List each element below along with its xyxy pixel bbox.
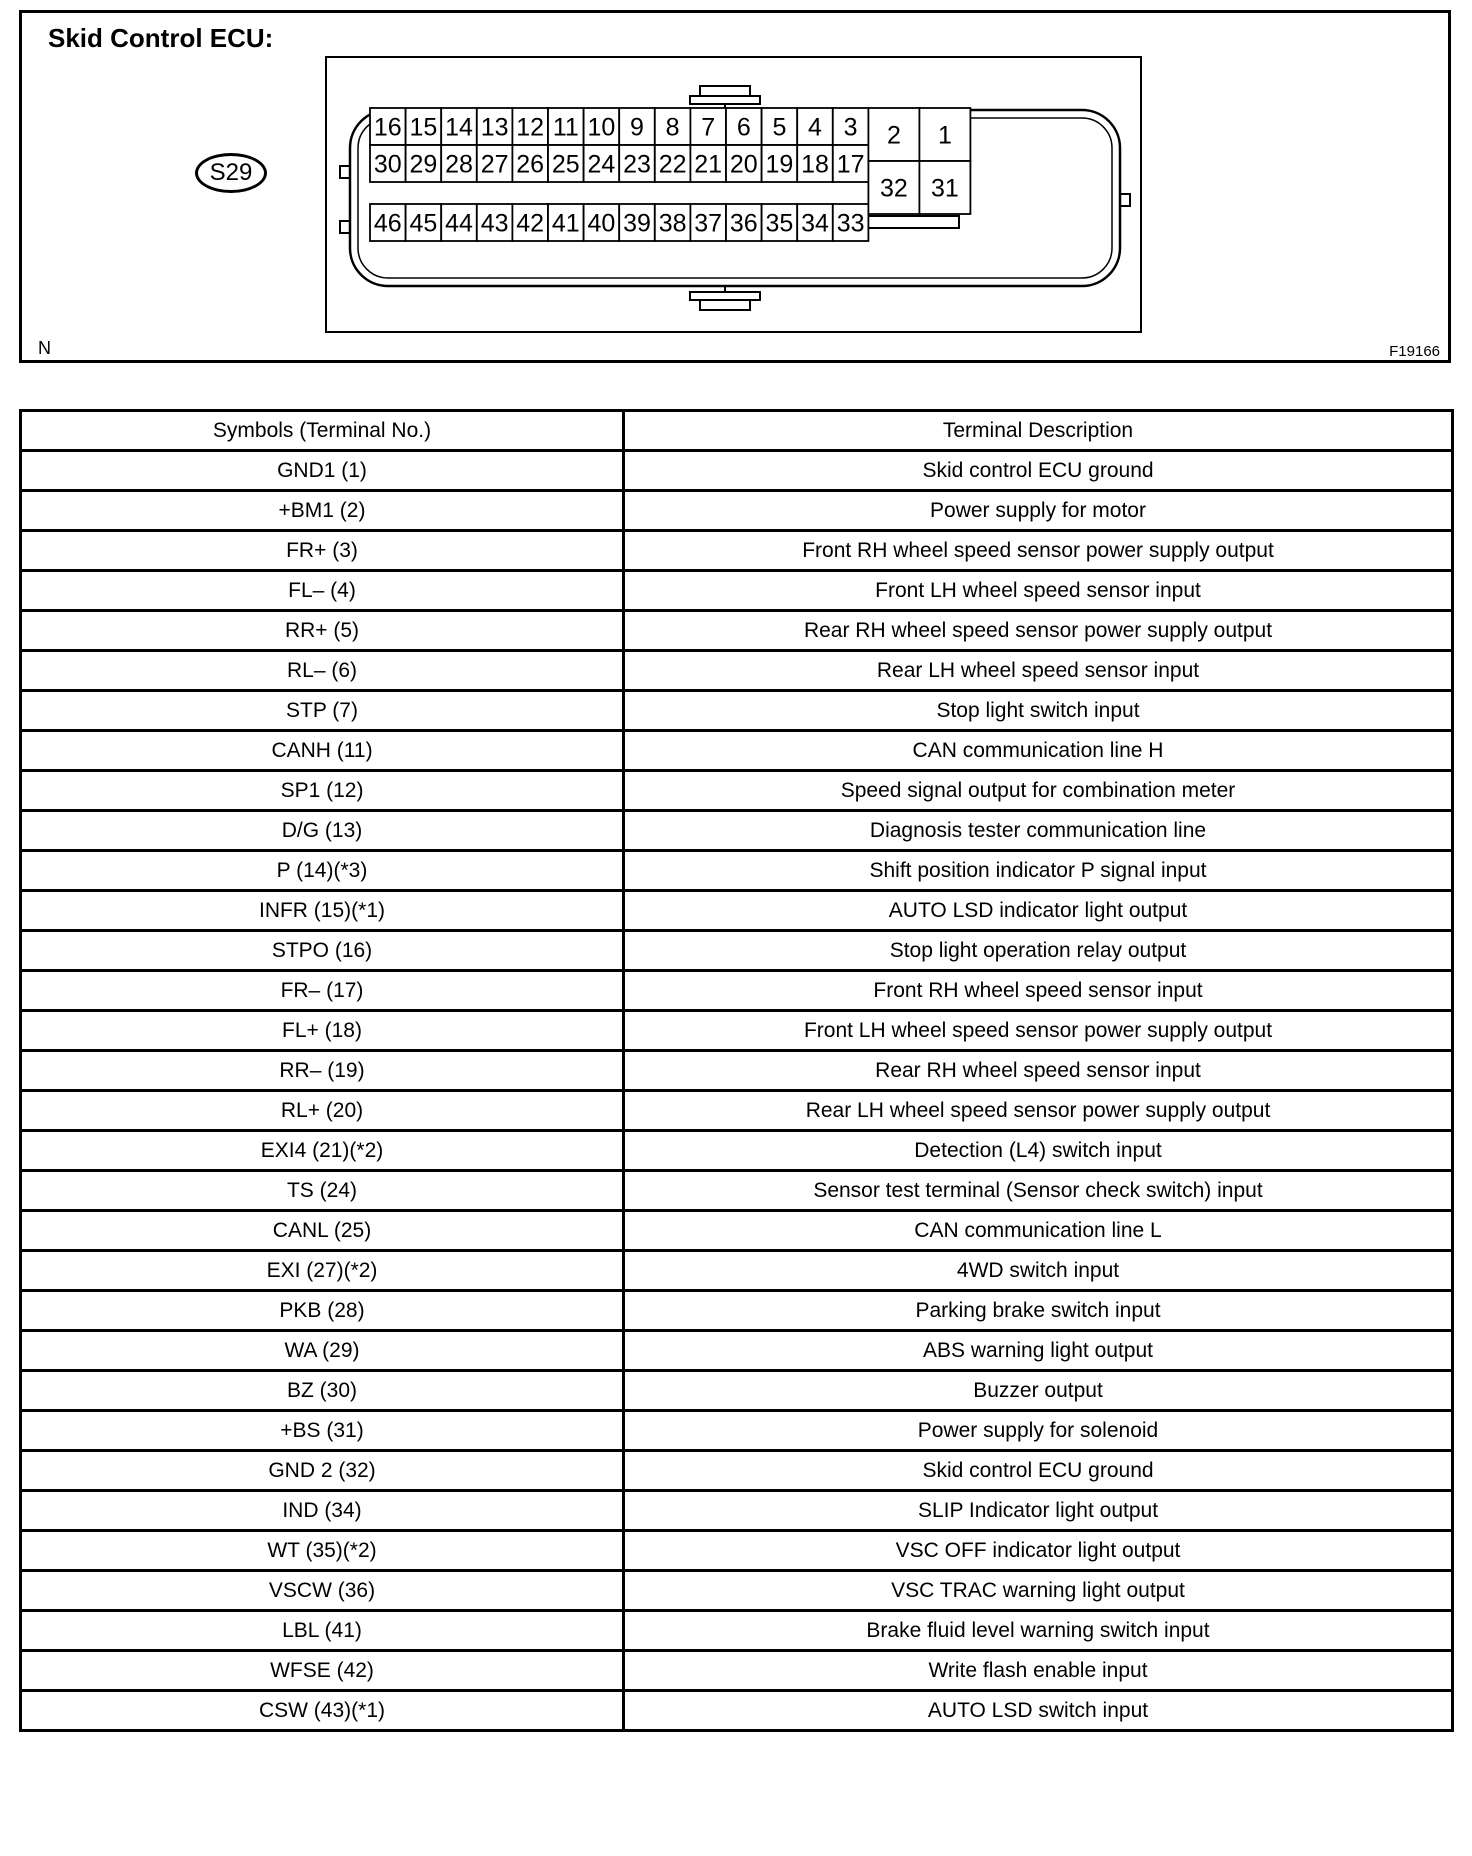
terminal-symbol: CSW (43)(*1): [21, 1691, 624, 1731]
terminal-symbol: P (14)(*3): [21, 851, 624, 891]
pin-number: 12: [516, 113, 545, 142]
pin-number: 1: [937, 121, 952, 150]
terminal-description: VSC TRAC warning light output: [624, 1571, 1453, 1611]
north-indicator: N: [38, 338, 51, 358]
pin-number: 33: [836, 209, 865, 238]
table-row: [21, 1091, 1453, 1131]
table-row: [21, 491, 1453, 531]
terminal-description: Stop light operation relay output: [624, 931, 1453, 971]
pin-number: 18: [801, 150, 829, 179]
connector-diagram: [325, 56, 1142, 333]
pin-number: 7: [701, 113, 716, 142]
terminal-symbol: EXI (27)(*2): [21, 1251, 624, 1291]
pin-number: 5: [772, 113, 787, 142]
table-row: [21, 1691, 1453, 1731]
terminal-description: Diagnosis tester communication line: [624, 811, 1453, 851]
terminal-symbol: INFR (15)(*1): [21, 891, 624, 931]
terminal-symbol: CANH (11): [21, 731, 624, 771]
terminal-symbol: GND 2 (32): [21, 1451, 624, 1491]
pin-number: 30: [373, 150, 402, 179]
terminal-description: Stop light switch input: [624, 691, 1453, 731]
terminal-description: Parking brake switch input: [624, 1291, 1453, 1331]
terminal-description: Rear RH wheel speed sensor power supply output: [624, 611, 1453, 651]
pin-number: 2: [886, 121, 901, 150]
pin-number: 25: [551, 150, 580, 179]
terminal-description: Rear LH wheel speed sensor input: [624, 651, 1453, 691]
terminal-description: Skid control ECU ground: [624, 1451, 1453, 1491]
terminal-symbol: IND (34): [21, 1491, 624, 1531]
terminal-symbol: LBL (41): [21, 1611, 624, 1651]
pin-number: 31: [930, 174, 959, 203]
terminal-description: Shift position indicator P signal input: [624, 851, 1453, 891]
terminal-symbol: STP (7): [21, 691, 624, 731]
terminal-symbol: WFSE (42): [21, 1651, 624, 1691]
pin-number: 32: [879, 174, 908, 203]
pin-number: 42: [516, 209, 545, 238]
terminal-symbol: RL+ (20): [21, 1091, 624, 1131]
pin-number: 14: [445, 113, 473, 142]
terminal-description: Sensor test terminal (Sensor check switch) input: [624, 1171, 1453, 1211]
pin-number: 16: [373, 113, 402, 142]
terminal-description: Power supply for solenoid: [624, 1411, 1453, 1451]
pin-number: 4: [808, 113, 822, 142]
pin-number: 45: [409, 209, 438, 238]
terminal-description: Rear LH wheel speed sensor power supply output: [624, 1091, 1453, 1131]
terminal-description: Front RH wheel speed sensor power supply output: [624, 531, 1453, 571]
pin-number: 44: [445, 209, 473, 238]
connector-face: [327, 58, 1140, 331]
pin-number: 21: [694, 150, 723, 179]
terminal-symbol: FL+ (18): [21, 1011, 624, 1051]
pin-number: 15: [409, 113, 438, 142]
table-row: [21, 1131, 1453, 1171]
terminal-symbol: PKB (28): [21, 1291, 624, 1331]
terminal-description: Speed signal output for combination meter: [624, 771, 1453, 811]
pin-number: 41: [551, 209, 580, 238]
terminal-description: CAN communication line H: [624, 731, 1453, 771]
table-row: [21, 451, 1453, 491]
table-row: [21, 731, 1453, 771]
pin-number: 37: [694, 209, 723, 238]
terminal-symbol: GND1 (1): [21, 451, 624, 491]
terminal-description: Buzzer output: [624, 1371, 1453, 1411]
pin-number: 3: [843, 113, 858, 142]
terminal-description: AUTO LSD indicator light output: [624, 891, 1453, 931]
terminal-symbol: D/G (13): [21, 811, 624, 851]
pin-number: 10: [587, 113, 616, 142]
terminal-description: Skid control ECU ground: [624, 451, 1453, 491]
table-row: [21, 1571, 1453, 1611]
terminal-symbol: SP1 (12): [21, 771, 624, 811]
table-row: [21, 971, 1453, 1011]
pin-number: 23: [623, 150, 651, 179]
table-row: [21, 1651, 1453, 1691]
pin-number: 29: [409, 150, 438, 179]
pin-number: 20: [729, 150, 758, 179]
terminal-symbol: FR– (17): [21, 971, 624, 1011]
pin-number: 43: [480, 209, 509, 238]
table-row: [21, 571, 1453, 611]
terminal-symbol: FL– (4): [21, 571, 624, 611]
table-row: [21, 811, 1453, 851]
pin-number: 27: [480, 150, 509, 179]
table-row: [21, 1411, 1453, 1451]
terminal-description: Front RH wheel speed sensor input: [624, 971, 1453, 1011]
pin-number: 8: [665, 113, 680, 142]
table-row: [21, 651, 1453, 691]
table-row: [21, 1531, 1453, 1571]
terminal-description: SLIP Indicator light output: [624, 1491, 1453, 1531]
header-symbols: Symbols (Terminal No.): [21, 411, 624, 451]
table-row: [21, 691, 1453, 731]
pin-number: 46: [373, 209, 402, 238]
terminal-description: Rear RH wheel speed sensor input: [624, 1051, 1453, 1091]
table-row: [21, 1371, 1453, 1411]
pin-number: 6: [736, 113, 751, 142]
terminal-symbol: WT (35)(*2): [21, 1531, 624, 1571]
terminal-symbol: RR+ (5): [21, 611, 624, 651]
table-row: [21, 1291, 1453, 1331]
terminal-symbol: BZ (30): [21, 1371, 624, 1411]
table-row: [21, 1171, 1453, 1211]
terminal-table: [19, 409, 1454, 1732]
pin-number: 17: [836, 150, 865, 179]
pin-number: 24: [587, 150, 616, 179]
pin-number: 28: [445, 150, 473, 179]
terminal-description: Write flash enable input: [624, 1651, 1453, 1691]
terminal-symbol: CANL (25): [21, 1211, 624, 1251]
pin-number: 26: [516, 150, 545, 179]
table-row: [21, 531, 1453, 571]
terminal-symbol: VSCW (36): [21, 1571, 624, 1611]
figure-id: F19166: [1389, 343, 1440, 360]
pin-number: 39: [623, 209, 651, 238]
table-row: [21, 1611, 1453, 1651]
table-row: [21, 851, 1453, 891]
pin-number: 36: [729, 209, 758, 238]
terminal-description: Detection (L4) switch input: [624, 1131, 1453, 1171]
terminal-description: 4WD switch input: [624, 1251, 1453, 1291]
terminal-symbol: +BM1 (2): [21, 491, 624, 531]
table-row: [21, 1211, 1453, 1251]
terminal-description: VSC OFF indicator light output: [624, 1531, 1453, 1571]
terminal-symbol: STPO (16): [21, 931, 624, 971]
terminal-description: Power supply for motor: [624, 491, 1453, 531]
terminal-symbol: FR+ (3): [21, 531, 624, 571]
table-row: [21, 771, 1453, 811]
table-row: [21, 1251, 1453, 1291]
table-header-row: [21, 411, 1453, 451]
connector-figure: [19, 10, 1451, 363]
terminal-symbol: +BS (31): [21, 1411, 624, 1451]
pin-number: 38: [658, 209, 687, 238]
pin-number: 35: [765, 209, 794, 238]
pin-number: 22: [658, 150, 687, 179]
pin-number: 34: [801, 209, 829, 238]
table-row: [21, 1331, 1453, 1371]
terminal-symbol: WA (29): [21, 1331, 624, 1371]
terminal-description: Front LH wheel speed sensor power supply output: [624, 1011, 1453, 1051]
table-row: [21, 1011, 1453, 1051]
terminal-symbol: EXI4 (21)(*2): [21, 1131, 624, 1171]
pin-number: 40: [587, 209, 616, 238]
table-row: [21, 931, 1453, 971]
table-row: [21, 1491, 1453, 1531]
connector-code-badge: S29: [195, 153, 267, 193]
table-row: [21, 1451, 1453, 1491]
header-description: Terminal Description: [624, 411, 1453, 451]
pin-number: 13: [480, 113, 509, 142]
table-row: [21, 1051, 1453, 1091]
pin-number: 11: [552, 113, 579, 142]
pin-number: 9: [630, 113, 644, 142]
terminal-description: ABS warning light output: [624, 1331, 1453, 1371]
terminal-description: CAN communication line L: [624, 1211, 1453, 1251]
table-row: [21, 891, 1453, 931]
figure-title: Skid Control ECU:: [48, 23, 274, 53]
terminal-symbol: RR– (19): [21, 1051, 624, 1091]
terminal-symbol: RL– (6): [21, 651, 624, 691]
terminal-description: AUTO LSD switch input: [624, 1691, 1453, 1731]
pin-number: 19: [765, 150, 794, 179]
terminal-description: Brake fluid level warning switch input: [624, 1611, 1453, 1651]
terminal-description: Front LH wheel speed sensor input: [624, 571, 1453, 611]
table-row: [21, 611, 1453, 651]
terminal-symbol: TS (24): [21, 1171, 624, 1211]
